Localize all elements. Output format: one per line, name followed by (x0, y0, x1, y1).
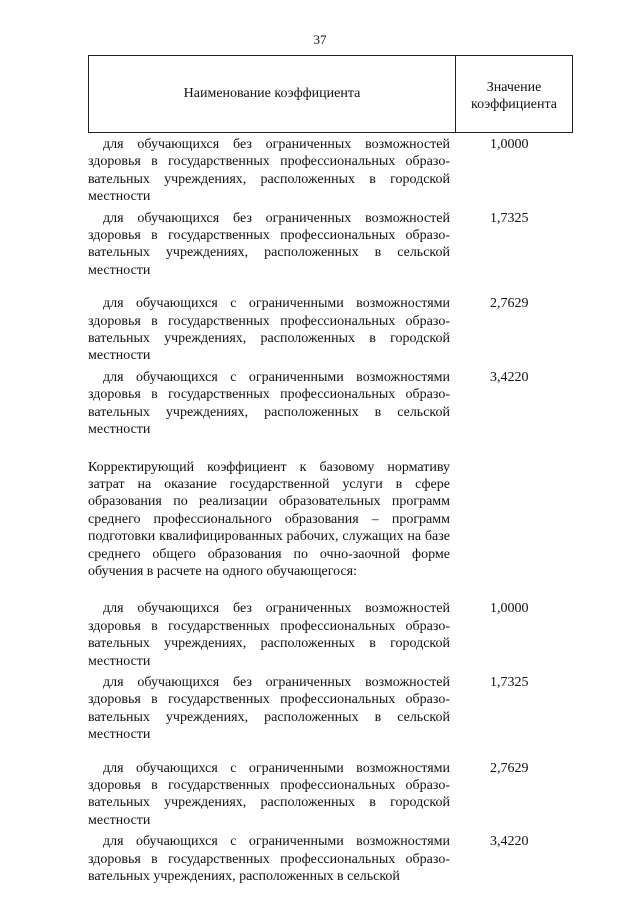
header-value-column: Значение коэффициента (471, 80, 557, 112)
table-row (88, 210, 573, 280)
coefficient-table-body (88, 136, 573, 885)
table-header (88, 55, 573, 133)
row-text: для обучающихся с ограниченными возможностями здоровья в государственных профессиональных образовательных учреждениях, расположенных в городской местности (88, 296, 450, 364)
row-spacer (88, 279, 573, 295)
table-row-section-heading (88, 459, 573, 581)
row-text: для обучающихся с ограниченными возможностями здоровья в государственных профессиональных образовательных учреждениях, расположенных в городской местности (88, 760, 450, 828)
header-name-column: Наименование коэффициента (183, 86, 361, 101)
row-value: 1,0000 (490, 601, 529, 617)
table-row (88, 674, 573, 744)
row-value: 3,4220 (490, 834, 529, 850)
row-value: 2,7629 (490, 760, 529, 776)
page-number: 37 (313, 32, 327, 47)
row-text: для обучающихся без ограниченных возможностей здоровья в государственных профессиональных образовательных учреждениях, расположенных в городской местности (88, 601, 450, 669)
row-value: 3,4220 (490, 369, 529, 385)
row-value: 1,0000 (490, 137, 529, 152)
row-value: 2,7629 (490, 296, 529, 312)
row-text: для обучающихся с ограниченными возможностями здоровья в государственных профессиональных образовательных учреждениях, расположенных в сельской местности (88, 369, 450, 438)
row-text: для обучающихся без ограниченных возможностей здоровья в государственных профессиональных образовательных учреждениях, расположенных в сельской местности (88, 674, 450, 743)
row-value: 1,7325 (490, 210, 529, 226)
row-text: для обучающихся без ограниченных возможностей здоровья в государственных профессиональных образовательных учреждениях, расположенных в сельской местности (88, 210, 450, 278)
table-row (88, 600, 573, 670)
table-row (88, 760, 573, 830)
row-spacer (88, 580, 573, 600)
row-text: для обучающихся без ограниченных возможностей здоровья в государственных профессиональных образовательных учреждениях, расположенных в городской местности (88, 137, 450, 205)
table-row (88, 295, 573, 365)
row-spacer (88, 439, 573, 459)
table-row (88, 136, 573, 206)
section-heading-text: Корректирующий коэффициент к базовому нормативу затрат на оказание государственной услуги в сфере образования по реализации образовательных программ среднего профессионального образования – программ подготовки квалифицированных рабочих, служащих на базе среднего общего образования по очно-заочной форме обучения в расчете на одного обучающегося: (88, 459, 450, 579)
row-text: для обучающихся с ограниченными возможностями здоровья в государственных профессиональных образовательных учреждениях, расположенных в сельской (88, 834, 450, 885)
row-spacer (88, 744, 573, 760)
table-row (88, 833, 573, 885)
table-row (88, 369, 573, 439)
row-value: 1,7325 (490, 674, 529, 690)
